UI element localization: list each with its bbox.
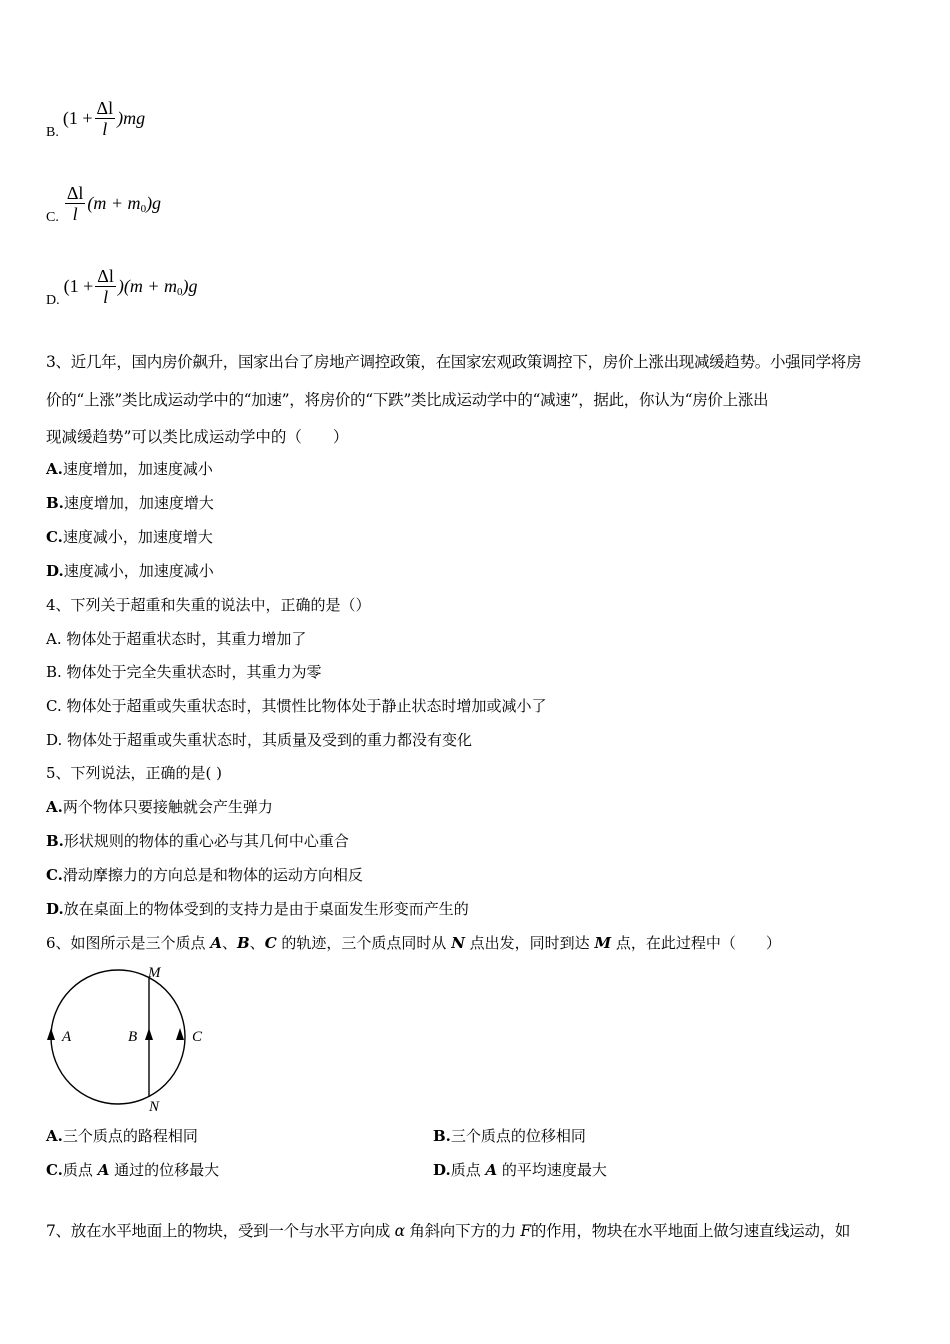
q3-option-a: A.速度增加，加速度减小 [46,460,213,478]
q3-line3: 现减缓趋势”可以类比成运动学中的（ ） [46,428,349,446]
q4-option-a: A. 物体处于超重状态时，其重力增加了 [46,630,307,648]
q5-stem: 5、下列说法，正确的是( ) [46,764,223,782]
option-c [46,183,161,224]
arrow-a-icon [47,1028,55,1040]
option-d [46,266,198,307]
label-b: B [128,1029,138,1045]
option-b-formula: (1 + $\frac{\Delta l}{l}$ )mg [62,98,146,139]
option-d-formula: (1 + $\frac{\Delta l}{l}$ )(m + m 0 )g [63,266,198,307]
q6-option-b: B.三个质点的位移相同 [433,1127,586,1145]
option-c-letter: C. [46,209,59,225]
q5-option-c: C.滑动摩擦力的方向总是和物体的运动方向相反 [46,866,363,884]
q5-option-b: B.形状规则的物体的重心必与其几何中心重合 [46,832,349,850]
option-b-letter: B. [46,124,59,140]
trajectory-figure [40,960,220,1115]
label-m: M [148,965,161,981]
arrow-c-icon [176,1028,184,1040]
q6-option-d: D.质点 A 的平均速度最大 [433,1161,607,1179]
label-c: C [192,1029,203,1045]
q4-option-d: D. 物体处于超重或失重状态时，其质量及受到的重力都没有变化 [46,731,473,749]
option-d-letter: D. [46,292,60,308]
q4-option-c: C. 物体处于超重或失重状态时，其惯性比物体处于静止状态时增加或减小了 [46,697,547,715]
q3-option-c: C.速度减小，加速度增大 [46,528,213,546]
q3-option-b: B.速度增加，加速度增大 [46,494,214,512]
q5-option-d: D.放在桌面上的物体受到的支持力是由于桌面发生形变而产生的 [46,900,469,918]
label-a: A [62,1029,72,1045]
q7-line1: 7、放在水平地面上的物块，受到一个与水平方向成 α 角斜向下方的力 F的作用，物块在水平地面上做匀速直线运动，如 [46,1222,851,1240]
q3-line2: 价的“上涨”类比成运动学中的“加速”，将房价的“下跌”类比成运动学中的“减速”，据此，你认为“房价上涨出 [46,391,769,409]
option-b [46,98,145,139]
q6-option-c: C.质点 A 通过的位移最大 [46,1161,220,1179]
arrow-b-icon [145,1028,153,1040]
label-n: N [149,1099,160,1115]
q3-line1: 3、近几年，国内房价飙升，国家出台了房地产调控政策，在国家宏观政策调控下，房价上涨出现减缓趋势。小强同学将房 [46,353,862,371]
q6-option-a: A.三个质点的路程相同 [46,1127,198,1145]
q6-stem: 6、如图所示是三个质点 A、B、C 的轨迹，三个质点同时从 N 点出发，同时到达 M 点，在此过程中（ ） [46,934,781,952]
q3-option-d: D.速度减小，加速度减小 [46,562,214,580]
q4-stem: 4、下列关于超重和失重的说法中，正确的是（） [46,596,371,614]
q5-option-a: A.两个物体只要接触就会产生弹力 [46,798,273,816]
option-c-formula: $\frac{\Delta l}{l}$ (m + m 0 )g [66,183,162,224]
q4-option-b: B. 物体处于完全失重状态时，其重力为零 [46,663,322,681]
